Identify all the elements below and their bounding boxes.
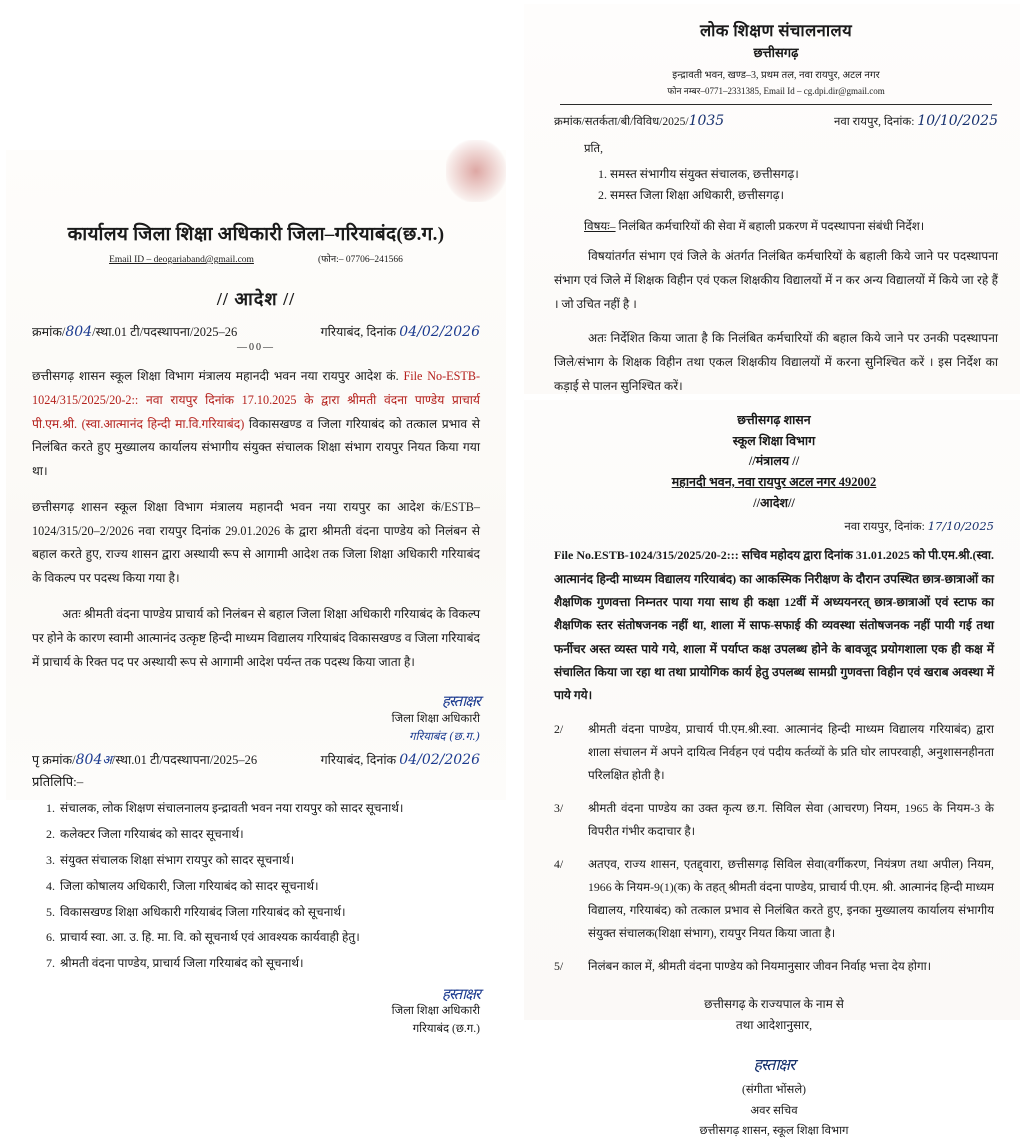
- place-label: गरियाबंद, दिनांक: [320, 325, 397, 339]
- circular-date: 10/10/2025: [917, 113, 998, 129]
- suspension-order-document: [524, 400, 1020, 1138]
- left-copy-krama-row: [32, 751, 480, 768]
- krama-label: क्रमांक/: [32, 325, 66, 339]
- left-krama-row: [32, 323, 480, 340]
- krama-suffix: /स्था.01 टी/पदस्थापना/2025–26: [92, 325, 238, 339]
- list-item: 2. कलेक्टर जिला गरियाबंद को सादर सूचनार्थ।: [58, 822, 480, 848]
- left-order-document: [6, 150, 506, 1035]
- list-item: 7. श्रीमती वंदना पाण्डेय, प्राचार्य जिला गरियाबंद को सूचनार्थ।: [58, 951, 480, 977]
- order-para-5: [554, 955, 994, 978]
- circular-krama-row: [554, 113, 998, 129]
- subject-text: निलंबित कर्मचारियों की सेवा में बहाली प्रकरण में पदस्थापना संबंधी निर्देश।: [618, 219, 925, 233]
- copy-date: 04/02/2026: [399, 752, 480, 769]
- directorate-circular-document: [524, 4, 1020, 394]
- left-para-2: छत्तीसगढ़ शासन स्कूल शिक्षा विभाग मंत्रालय महानदी भवन नया रायपुर का आदेश कं/ESTB–1024/315/20–2/2026 नवा रायपुर दिनांक 29.01.2026 के द्वारा श्रीमती वंदना पाण्डेय को निलंबन से बहाल करते हुए, राज्य शासन द्वारा अस्थायी रूप से आगामी आदेश तक जिला शिक्षा अधिकारी गरियाबंद के विकल्प पर पदस्थ किया गया है।: [32, 499, 480, 586]
- krama-label: क्रमांक/सतर्कता/बी/विविध/2025/: [554, 116, 689, 128]
- order-label: //आदेश//: [753, 495, 795, 510]
- left-para-3: अतः श्रीमती वंदना पाण्डेय प्राचार्य को निलंबन से बहाल जिला शिक्षा अधिकारी गरियाबंद के विकल्प पर होने के कारण स्वामी आत्मानंद उत्कृष्ट हिन्दी माध्यम विद्यालय गरियाबंद विकासखण्ड व जिला गरियाबंद में प्राचार्य के रिक्त पद पर अस्थायी रूप से आगामी आदेश पर्यन्त तक पदस्थ किया जाता है।: [32, 607, 480, 669]
- header-divider: [560, 104, 992, 105]
- list-item: 4. जिला कोषालय अधिकारी, जिला गरियाबंद को सादर सूचनार्थ।: [58, 874, 480, 900]
- circular-para-2: अतः निर्देशित किया जाता है कि निलंबित कर्मचारियों की बहाल किये जाने पर उनकी पदस्थापना जिले/संभाग के शिक्षक विहीन तथा एकल शिक्षकीय विद्यालयों में करना सुनिश्चित करें । इस निर्देश का कड़ाई से पालन सुनिश्चित करें।: [554, 331, 998, 393]
- signature-scrawl: हस्ताक्षर: [753, 1055, 795, 1075]
- list-item: 2. समस्त जिला शिक्षा अधिकारी, छत्तीसगढ़।: [610, 185, 998, 206]
- para-text: निलंबन काल में, श्रीमती वंदना पाण्डेय को नियमानुसार जीवन निर्वाह भत्ता देय होगा।: [588, 958, 932, 973]
- copy-krama-suffix: /स्था.01 टी/पदस्थापना/2025–26: [111, 753, 258, 768]
- left-contact-line: [32, 252, 480, 265]
- signature-place: गरियाबंद (छ.ग.): [409, 729, 480, 744]
- order-para-3: [554, 797, 994, 843]
- subject-line: [554, 218, 998, 234]
- file-number-paragraph: File No.ESTB-1024/315/2025/20-2::: सचिव महोदय द्वारा दिनांक 31.01.2025 को पी.एम.श्री.(स्वा. आत्मानंद हिन्दी माध्यम विद्यालय गरियाबंद) का आकस्मिक निरीक्षण के दौरान उपस्थित छात्र-छात्राओं का शैक्षणिक गुणवत्ता निम्नतर पाया गया साथ ही कक्षा 12वीं में अध्ययनरत् छात्र-छात्राओं एवं स्टाफ का शैक्षणिक स्तर संतोषजनक नहीं था, शाला में साफ-सफाई की व्यवस्था संतोषजनक नहीं पायी गई तथा फर्नीचर अस्त व्यस्त पाये गये, शाला में पर्याप्त कक्ष उपलब्ध होने के बावजूद प्रयोगशाला एक ही कक्ष में संचालित किया जा रहा था तथा प्रायोगिक कार्य हेतु उपलब्ध सामग्री गुणवत्ता विहीन एवं खराब अवस्था में पाये गये।: [554, 548, 994, 703]
- govt-address: महानदी भवन, नवा रायपुर अटल नगर 492002: [671, 474, 877, 489]
- signature-designation: जिला शिक्षा अधिकारी: [391, 1005, 480, 1018]
- department-name: स्कूल शिक्षा विभाग: [732, 433, 816, 448]
- directorate-name: लोक शिक्षण संचालनालय: [699, 21, 853, 40]
- directorate-contact: फोन नम्बर–0771–2331385, Email Id – cg.dpi.dir@gmail.com: [667, 86, 885, 96]
- copies-list: [32, 796, 480, 977]
- para1-pre: छत्तीसगढ़ शासन स्कूल शिक्षा विभाग मंत्रालय महानदी भवन नया रायपुर आदेश कं.: [32, 369, 399, 383]
- order-para-2: [554, 718, 994, 787]
- phone-label: (फोन:– 07706–241566: [317, 255, 403, 265]
- copy-krama-value: 804: [75, 752, 103, 769]
- para-number: 4/: [554, 856, 564, 871]
- copy-place-label: गरियाबंद, दिनांक: [320, 753, 397, 768]
- copy-krama-label: पृ क्रमांक/: [32, 753, 76, 768]
- para1-red-file-no: File No-ESTB-1024/315/2025/20-2:: नवा रायपुर दिनांक 17.10.2025 के द्वारा श्रीमती वंदना पाण्डेय प्राचार्य पी.एम.श्री. (स्वा.आत्मानंद हिन्दी मा.वि.गरियाबंद): [32, 369, 481, 431]
- list-item: 6. प्राचार्य स्वा. आ. उ. हि. मा. वि. को सूचनार्थ एवं आवश्यक कार्यवाही हेतु।: [58, 925, 480, 951]
- ink-smudge: [446, 140, 506, 202]
- place-label: नवा रायपुर, दिनांक:: [833, 116, 915, 128]
- left-office-title: कार्यालय जिला शिक्षा अधिकारी जिला–गरियाबंद(छ.ग.): [67, 224, 445, 245]
- place-label: नवा रायपुर, दिनांक:: [844, 521, 925, 534]
- ministry-label: //मंत्रालय //: [748, 454, 800, 469]
- to-label: प्रति,: [584, 143, 603, 155]
- krama-value: 804: [65, 324, 93, 340]
- order-date: 17/10/2025: [927, 519, 994, 534]
- left-order-heading: // आदेश //: [216, 289, 296, 309]
- state-name: छत्तीसगढ़: [753, 45, 799, 60]
- list-item: 5. विकासखण्ड शिक्षा अधिकारी गरियाबंद जिला गरियाबंद को सूचनार्थ।: [58, 900, 480, 926]
- left-signature-block-1: [32, 690, 480, 745]
- para1-post: विकासखण्ड व जिला गरियाबंद को तत्काल प्रभाव से निलंबित करते हुए मुख्यालय कार्यालय संभागीय संयुक्त संचालक शिक्षा संभाग रायपुर नियत किया गया था।: [32, 416, 480, 479]
- para-number: 5/: [554, 958, 564, 973]
- left-signature-block-2: [32, 983, 480, 1038]
- signatory-name: (संगीता भोंसले): [742, 1083, 806, 1096]
- para-number: 2/: [554, 721, 564, 736]
- order-date-row: [554, 519, 994, 534]
- govt-name: छत्तीसगढ़ शासन: [737, 413, 811, 427]
- signature-designation: जिला शिक्षा अधिकारी: [391, 712, 480, 725]
- list-item: 3. संयुक्त संचालक शिक्षा संभाग रायपुर को सादर सूचनार्थ।: [58, 848, 480, 874]
- para-text: अतएव, राज्य शासन, एतद्द्वारा, छत्तीसगढ़ सिविल सेवा(वर्गीकरण, नियंत्रण तथा अपील) नियम, 1966 के नियम-9(1)(क) के तहत् श्रीमती वंदना पाण्डेय, प्राचार्य पी.एम. श्री. आत्मानंद हिन्दी माध्यम विद्यालय, गरियाबंद) को तत्काल प्रभाव से निलंबित करते हुए, इनका मुख्यालय कार्यालय संभागीय संयुक्त संचालक(शिक्षा संभाग), रायपुर नियत किया जाता है।: [588, 856, 994, 940]
- para-number: 3/: [554, 800, 564, 815]
- signature-scrawl: हस्ताक्षर: [441, 692, 480, 711]
- list-item: 1. संचालक, लोक शिक्षण संचालनालय इन्द्रावती भवन नया रायपुर को सादर सूचनार्थ।: [58, 796, 480, 822]
- copy-krama-suffix-hw: अ: [102, 752, 112, 768]
- order-para-4: [554, 853, 994, 945]
- krama-value: 1035: [688, 113, 725, 129]
- circular-para-1: विषयांतर्गत संभाग एवं जिले के अंतर्गत निलंबित कर्मचारियों के बहाली किये जाने पर पदस्थापना संभाग एवं जिले में शिक्षक विहीन एवं एकल शिक्षकीय विद्यालयों में न कर अन्य विद्यालयों में किये जा रहे हैं । जो उचित नहीं है ।: [554, 249, 998, 311]
- addressee-list: [554, 164, 998, 206]
- closing-block: [554, 994, 994, 1142]
- signatory-designation: अवर सचिव: [750, 1104, 798, 1117]
- left-divider-dashes: —00—: [237, 342, 275, 353]
- para-text: श्रीमती वंदना पाण्डेय का उक्त कृत्य छ.ग. सिविल सेवा (आचरण) नियम, 1965 के नियम-3 के विपरीत गंभीर कदाचार है।: [588, 800, 994, 838]
- para-text: श्रीमती वंदना पाण्डेय, प्राचार्य पी.एम.श्री.स्वा. आत्मानंद हिन्दी माध्यम विद्यालय गरियाबंद) द्वारा शाला संचालन में अपने दायित्व निर्वहन एवं पदीय कर्तव्यों के प्रति घोर लापरवाही, अनुशासनहीनता परिलक्षित होती है।: [588, 721, 994, 782]
- govt-header-block: [554, 410, 994, 513]
- subject-label: विषयः–: [584, 219, 616, 233]
- directorate-address: इन्द्रावती भवन, खण्ड–3, प्रथम तल, नवा रायपुर, अटल नगर: [672, 70, 880, 81]
- left-para-1: [32, 365, 480, 484]
- closing-line-1: छत्तीसगढ़ के राज्यपाल के नाम से: [704, 996, 844, 1011]
- copies-heading: प्रतिलिपि:–: [32, 774, 84, 790]
- email-label: Email ID – deogariaband@gmail.com: [109, 255, 254, 265]
- closing-line-2: तथा आदेशानुसार,: [735, 1018, 813, 1033]
- signature-place: गरियाबंद (छ.ग.): [412, 1022, 480, 1035]
- order-date: 04/02/2026: [399, 324, 480, 340]
- list-item: 1. समस्त संभागीय संयुक्त संचालक, छत्तीसगढ़।: [610, 164, 998, 185]
- signatory-department: छत्तीसगढ़ शासन, स्कूल शिक्षा विभाग: [699, 1125, 849, 1138]
- signature-scrawl: हस्ताक्षर: [441, 984, 480, 1003]
